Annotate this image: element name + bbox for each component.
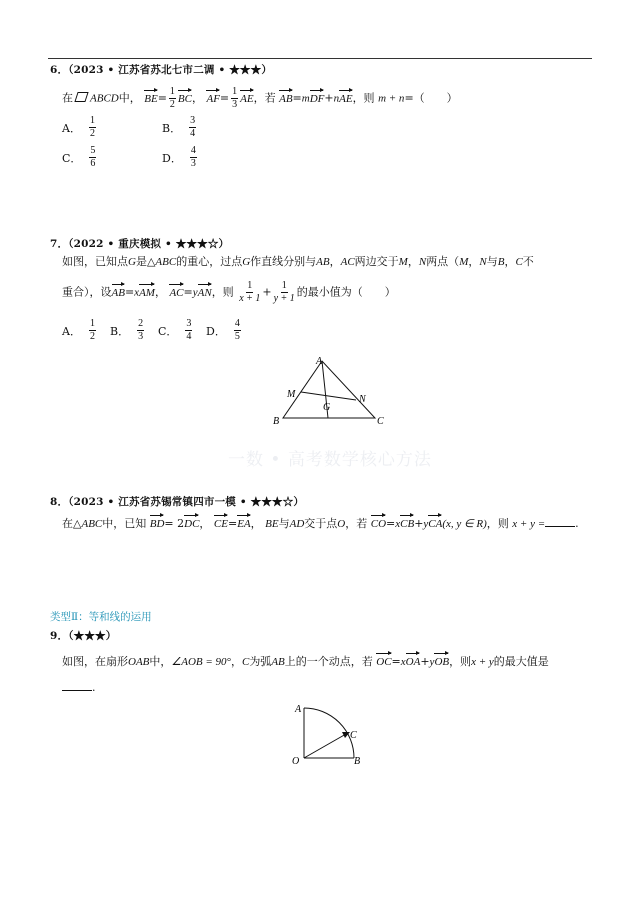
answer-blank (62, 680, 92, 691)
line-mn (301, 392, 356, 400)
vector-oc (304, 734, 346, 758)
q7-option-d: D． $\frac{4}{5}$ (206, 318, 240, 342)
answer-blank (545, 516, 575, 527)
label-n: N (359, 394, 366, 405)
q6-option-d: D． $\frac{4}{3}$ (162, 145, 196, 169)
q6-option-b: B． $\frac{3}{4}$ (162, 115, 196, 139)
q9-header: 9．（★★★） (50, 630, 117, 642)
q6-header: 6．（2023 • 江苏省苏北七市二调 • ★★★） (50, 64, 273, 76)
q7-option-b: B． $\frac{2}{3}$ (110, 318, 144, 342)
q9-stem-line1: 如图，在扇形OAB中，∠AOB = 90°，C为弧AB上的一个动点，若 OC=xOA+yOB，则x + y的最大值是 (62, 655, 549, 668)
label-o: O (292, 756, 300, 767)
q7-option-c: C． $\frac{3}{4}$ (158, 318, 192, 342)
label-c: C (377, 416, 384, 427)
label-a: A (295, 704, 302, 715)
q6-option-a: A． $\frac{1}{2}$ (62, 115, 95, 139)
label-b: B (273, 416, 280, 427)
q7-header: 7．（2022 • 重庆模拟 • ★★★☆） (50, 238, 230, 250)
q7-stem-line1: 如图，已知点G是△ABC的重心，过点G作直线分别与AB，AC两边交于M，N两点（M，N与B，C不 (62, 255, 534, 268)
label-m: M (287, 389, 296, 400)
q9-sector-figure (288, 700, 368, 772)
q7-option-a: A． $\frac{1}{2}$ (62, 318, 95, 342)
q8-header: 8．（2023 • 江苏省苏锡常镇四市一模 • ★★★☆） (50, 496, 305, 508)
label-b: B (354, 756, 361, 767)
q9-stem-line2: . (62, 680, 96, 696)
parallelogram-symbol (74, 92, 88, 102)
label-c: C (350, 730, 357, 741)
q7-stem-line2: 重合），设AB=xAM， AC=yAN，则 $\frac{1}{x + 1}$ + $\frac{1}{y + 1}$ 的最小值为（ ） (62, 280, 396, 304)
q7-triangle-figure (270, 352, 390, 432)
label-a: A (316, 356, 323, 367)
section-type-2: 类型Ⅱ：等和线的运用 (50, 611, 152, 623)
label-g: G (323, 402, 331, 413)
q6-stem: 在 ABCD中， BE= $\frac{1}{2}$ BC， AF= $\frac{1}{3}$ AE，若 AB=mDF+nAE，则 m + n=（ ） (62, 86, 458, 110)
watermark: 一数 • 高考数学核心方法 (228, 450, 432, 470)
q6-option-c: C． $\frac{5}{6}$ (62, 145, 96, 169)
q8-stem: 在△ABC中，已知 BD= 2DC， CE=EA， BE与AD交于点O，若 CO=xCB+yCA(x, y ∈ R)，则 x + y = . (62, 517, 579, 530)
top-rule (48, 58, 592, 59)
